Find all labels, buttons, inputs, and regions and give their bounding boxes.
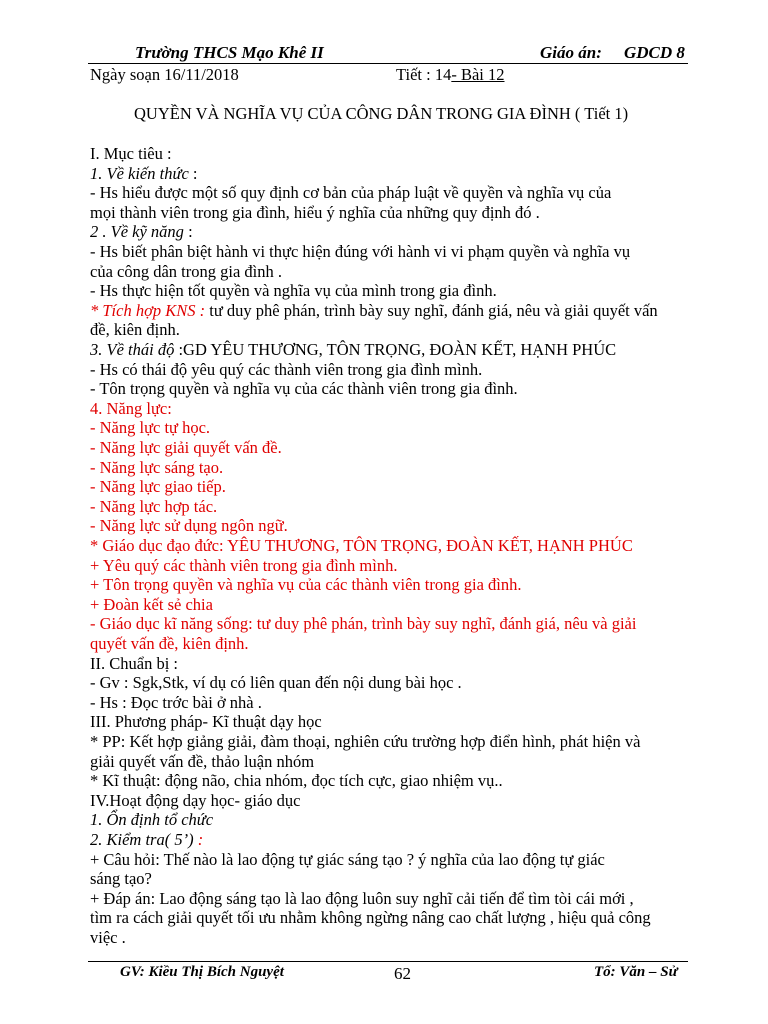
body-line [90,281,497,301]
body-line [90,203,540,223]
body-line-text: - Năng lực tự học. [90,418,211,438]
body-line-text: - Tôn trọng quyền và nghĩa vụ của các thành viên trong gia đình. [90,379,518,399]
body-line-text: + Câu hỏi: Thế nào là lao động tự giác sáng tạo ? ý nghĩa của lao động tự giác [90,849,605,869]
body-line [90,183,611,203]
body-line-text: - Năng lực giải quyết vấn đề. [90,438,282,457]
body-line-suffix: : [188,163,198,183]
body-line [90,379,518,399]
body-line [90,791,300,811]
body-line-text: III. Phương pháp- Kĩ thuật dạy học [90,712,322,732]
body-line [90,144,172,164]
body-line [90,634,249,654]
body-line-text: 2 . Về kỹ năng [90,222,184,242]
body-line-text: + Yêu quý các thành viên trong gia đình mình. [90,555,398,575]
body-line-text: + Đáp án: Lao động sáng tạo là lao động luôn suy nghĩ cải tiến để tìm tòi cái mới , [90,888,634,908]
document-title: QUYỀN VÀ NGHĨA VỤ CỦA CÔNG DÂN TRONG GIA ĐÌNH ( Tiết 1) [134,104,629,123]
body-line-text: mọi thành viên trong gia đình, hiểu ý nghĩa của những quy định đó . [90,202,540,222]
body-line-text: * PP: Kết hợp giảng giải, đàm thoại, nghiên cứu trường hợp điển hình, phát hiện và [90,732,641,751]
body-line [90,418,210,438]
school-name: Trường THCS Mạo Khê II [135,43,324,62]
body-line [90,399,172,419]
body-line [90,360,482,380]
body-line [90,928,126,948]
footer-rule [88,961,688,962]
lesson-number: - Bài 12 [451,65,505,84]
date-prepared: Ngày soạn 16/11/2018 [90,65,239,84]
body-line-text: II. Chuẩn bị : [90,653,178,673]
body-line [90,850,605,870]
body-line [90,477,226,497]
body-line [90,301,658,321]
body-line-text: - Hs thực hiện tốt quyền và nghĩa vụ của mình trong gia đình. [90,281,497,301]
lesson-plan-label: Giáo án: [540,43,602,62]
body-line-text: I. Mục tiêu : [90,144,172,163]
body-line [90,536,633,556]
body-line [90,712,322,732]
body-line-text: giải quyết vấn đề, thảo luận nhóm [90,751,315,771]
body-line-text: đề, kiên định. [90,320,180,340]
body-line [90,614,636,634]
body-line-suffix: tư duy phê phán, trình bày suy nghĩ, đánh giá, nêu và giải quyết vấn [205,300,658,320]
body-line-text: 1. Ổn định tổ chức [90,810,214,830]
body-line [90,262,282,282]
body-line-text: - Năng lực giao tiếp. [90,477,226,497]
body-line [90,575,521,595]
body-line [90,889,634,909]
body-line [90,830,203,850]
body-line [90,556,397,576]
body-line [90,673,462,693]
body-line [90,222,193,242]
body-line [90,320,180,340]
body-line [90,771,503,791]
body-line-text: + Đoàn kết sẻ chia [90,594,213,614]
body-line-text: - Năng lực sáng tạo. [90,457,224,477]
body-line [90,164,198,184]
body-line [90,340,616,360]
body-line [90,693,262,713]
body-line [90,908,651,928]
body-line-text: * Tích hợp KNS : [90,300,206,320]
body-line-text: - Hs biết phân biệt hành vi thực hiện đúng với hành vi vi phạm quyền và nghĩa vụ [90,242,631,261]
body-line [90,516,288,536]
body-line-text: 1. Về kiến thức [90,163,189,183]
body-line [90,242,630,262]
page-number: 62 [394,964,411,983]
body-line-text: - Hs : Đọc trớc bài ở nhà . [90,692,262,712]
body-line-text: - Hs có thái độ yêu quý các thành viên trong gia đình mình. [90,359,483,379]
body-line-suffix: : [193,830,204,849]
subject-name: GDCD 8 [624,43,685,62]
body-line-text: - Năng lực hợp tác. [90,496,218,516]
body-line-text: tìm ra cách giải quyết tối ưu nhằm không ngừng nâng cao chất lượng , hiệu quả công [90,908,651,928]
body-line-text: 2. Kiểm tra( 5’) [90,830,194,849]
body-line [90,458,223,478]
subject-group: Tổ: Văn – Sử [594,964,678,980]
body-line [90,810,213,830]
body-line-text: - Gv : Sgk,Stk, ví dụ có liên quan đến nội dung bài học . [90,673,462,693]
body-line-text: * Giáo dục đạo đức: YÊU THƯƠNG, TÔN TRỌNG, ĐOÀN KẾT, HẠNH PHÚC [90,536,633,555]
period-label: Tiết : 14 [396,65,452,84]
body-line-suffix: : [183,222,193,242]
body-line-text: * Kĩ thuật: động não, chia nhóm, đọc tích cực, giao nhiệm vụ.. [90,771,503,791]
body-line [90,869,152,889]
body-line-text: - Năng lực sử dụng ngôn ngữ. [90,516,288,536]
body-line [90,752,314,772]
body-line-text: 3. Về thái độ [90,340,175,359]
body-line-text: IV.Hoạt động dạy học- giáo dục [90,790,301,810]
body-line-text: của công dân trong gia đình . [90,261,282,281]
body-line [90,438,282,458]
body-line-text: 4. Năng lực: [90,398,172,418]
body-line [90,732,640,752]
body-line-text: quyết vấn đề, kiên định. [90,634,249,653]
body-line [90,595,213,615]
header-rule [88,63,688,64]
body-line-text: sáng tạo? [90,869,152,889]
body-line-text: - Hs hiểu được một số quy định cơ bản của pháp luật về quyền và nghĩa vụ của [90,183,612,203]
body-line [90,497,217,517]
teacher-name: GV: Kiều Thị Bích Nguyệt [120,964,284,980]
body-line-text: - Giáo dục kĩ năng sống: tư duy phê phán, trình bày suy nghĩ, đánh giá, nêu và giải [90,614,637,634]
body-line-text: + Tôn trọng quyền và nghĩa vụ của các thành viên trong gia đình. [90,575,522,595]
period-info [396,65,505,85]
body-line-text: việc . [90,928,126,947]
body-line-suffix: :GD YÊU THƯƠNG, TÔN TRỌNG, ĐOÀN KẾT, HẠNH PHÚC [174,340,617,359]
body-line [90,654,178,674]
